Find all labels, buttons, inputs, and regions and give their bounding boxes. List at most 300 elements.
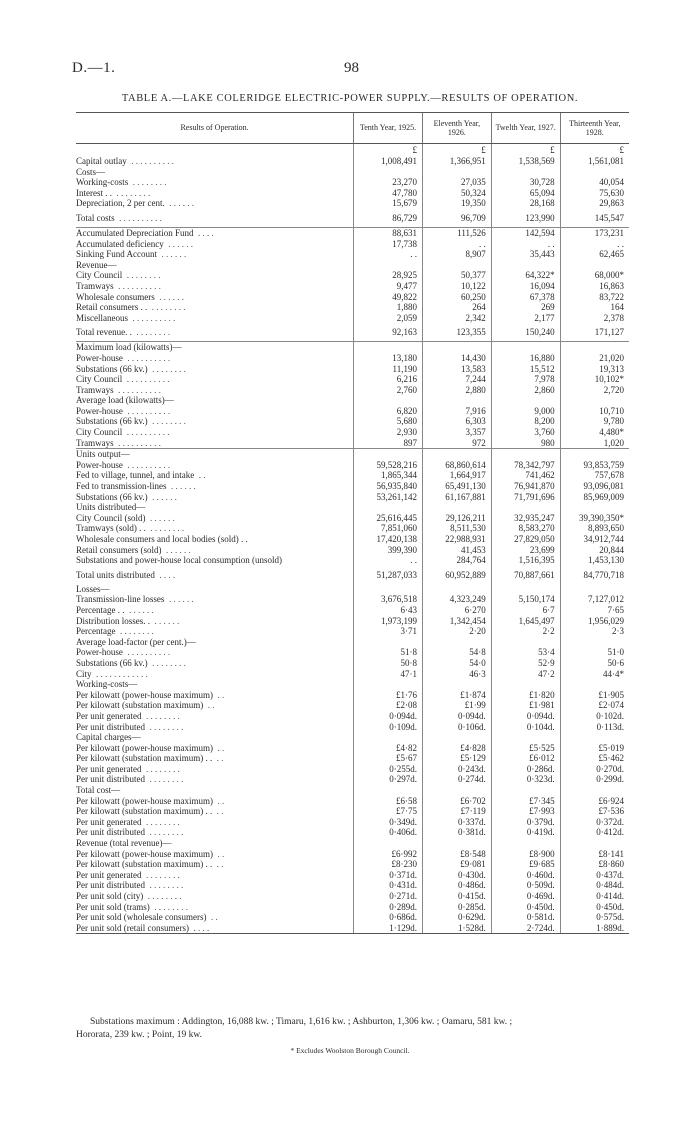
cell-value: 2,177: [491, 313, 560, 324]
leader-dots: . . . . . .: [168, 238, 193, 249]
cell-value: 0·450d.: [491, 902, 560, 913]
table-row: [76, 209, 629, 228]
cell-value: 3,676,518: [354, 594, 423, 605]
cell-value: 0·094d.: [354, 711, 423, 722]
row-label: [76, 545, 354, 556]
table-row: [76, 270, 629, 281]
row-label: [76, 912, 354, 923]
row-label-text: Per kilowatt (substation maximum) . .: [76, 753, 213, 764]
leader-dots: . .: [198, 470, 206, 481]
cell-value: [560, 637, 629, 648]
table-row: [76, 637, 629, 648]
cell-value: 5,150,174: [491, 594, 560, 605]
cell-value: 1,664,917: [422, 470, 491, 481]
leader-dots: . . . .: [193, 922, 210, 933]
row-label-text: Losses—: [76, 583, 110, 594]
cell-value: 27,035: [422, 177, 491, 188]
cell-value: 62,465: [560, 249, 629, 260]
leader-dots: . . . . . . . .: [145, 710, 180, 721]
cell-value: 2,720: [560, 385, 629, 396]
leader-dots: . . . .: [159, 569, 176, 580]
row-label-text: Total revenue. .: [76, 327, 132, 338]
cell-value: 71,791,696: [491, 492, 560, 503]
cell-value: 46·3: [422, 669, 491, 680]
table-row: [76, 774, 629, 785]
row-label-text: City Council: [76, 427, 123, 438]
cell-value: 1,453,130: [560, 555, 629, 566]
table-row: [76, 584, 629, 595]
cell-value: [354, 679, 423, 690]
row-label-text: Per unit sold (wholesale consumers): [76, 912, 207, 923]
cell-value: 284,764: [422, 555, 491, 566]
cell-value: 68,860,614: [422, 460, 491, 471]
cell-value: [354, 838, 423, 849]
cell-value: [422, 732, 491, 743]
leader-dots: . . . . . . . . . .: [131, 156, 174, 166]
cell-value: [560, 260, 629, 271]
cell-value: £5·525: [491, 743, 560, 754]
cell-value: 78,342,797: [491, 460, 560, 471]
cell-value: 7·65: [560, 605, 629, 616]
cell-value: [422, 584, 491, 595]
cell-value: [491, 785, 560, 796]
row-label-text: Tramways: [76, 280, 114, 291]
table-row: [76, 281, 629, 292]
cell-value: 0·113d.: [560, 722, 629, 733]
cell-value: £1·76: [354, 690, 423, 701]
cell-value: 2,342: [422, 313, 491, 324]
cell-value: £1·874: [422, 690, 491, 701]
cell-value: [491, 838, 560, 849]
row-label-text: Power-house: [76, 352, 123, 363]
cell-value: 88,631: [354, 227, 423, 238]
row-label: [76, 513, 354, 524]
row-label: [76, 209, 354, 228]
cell-value: 6,303: [422, 416, 491, 427]
cell-value: [354, 785, 423, 796]
row-label: [76, 353, 354, 364]
cell-value: 3,357: [422, 427, 491, 438]
cell-value: 8,511,530: [422, 523, 491, 534]
table-row: [76, 534, 629, 545]
cell-value: 173,231: [560, 227, 629, 238]
table-row: [76, 679, 629, 690]
leader-dots: . . . . . . . .: [149, 827, 184, 838]
cell-value: 6,216: [354, 374, 423, 385]
cell-value: 68,000*: [560, 270, 629, 281]
cell-value: £1·99: [422, 700, 491, 711]
row-label-text: Average load (kilowatts)—: [76, 395, 174, 406]
cell-value: 15,679: [354, 198, 423, 209]
leader-dots: . . . . . . . .: [116, 187, 151, 198]
table-header-row: [76, 113, 629, 144]
cell-value: 0·243d.: [422, 764, 491, 775]
cell-value: 93,096,081: [560, 481, 629, 492]
leader-dots: . . . . . . . . . .: [118, 437, 161, 448]
cell-value: 8,200: [491, 416, 560, 427]
row-label: [76, 323, 354, 342]
cell-value: £1·905: [560, 690, 629, 701]
row-label-text: Percentage: [76, 626, 116, 637]
cell-value: 1,561,081: [560, 156, 629, 167]
cell-value: £7·345: [491, 796, 560, 807]
row-label-text: Per kilowatt (substation maximum) . .: [76, 859, 213, 870]
cell-value: 10,710: [560, 406, 629, 417]
table-row: [76, 227, 629, 238]
cell-value: 35,443: [491, 249, 560, 260]
cell-value: 40,054: [560, 177, 629, 188]
cell-value: [491, 679, 560, 690]
table-row: [76, 891, 629, 902]
cell-value: 60,250: [422, 292, 491, 303]
cell-value: 0·106d.: [422, 722, 491, 733]
cell-value: 1,342,454: [422, 616, 491, 627]
cell-value: 17,420,138: [354, 534, 423, 545]
leader-dots: . . . . . . . .: [147, 891, 182, 901]
cell-value: £6·012: [491, 753, 560, 764]
cell-value: £7·75: [354, 806, 423, 817]
substations-note-line: Substations maximum : Addington, 16,088 kw. ; Timaru, 1,616 kw. ; Ashburton, 1,306 kw. ; Oamaru, 581 kw. ;: [90, 1017, 513, 1027]
cell-value: 30,728: [491, 177, 560, 188]
cell-value: 757,678: [560, 470, 629, 481]
leader-dots: . . . . . . . .: [154, 901, 188, 912]
table-row: [76, 827, 629, 838]
cell-value: 1,973,199: [354, 616, 423, 627]
table-row: [76, 406, 629, 417]
row-label: [76, 817, 354, 828]
cell-value: 0·430d.: [422, 870, 491, 881]
row-label: [76, 427, 354, 438]
cell-value: 51·0: [560, 647, 629, 658]
cell-value: 0·415d.: [422, 891, 491, 902]
row-label: [76, 438, 354, 449]
cell-value: £1·820: [491, 690, 560, 701]
table-row: [76, 416, 629, 427]
cell-value: 4,323,249: [422, 594, 491, 605]
table-row: [76, 239, 629, 250]
cell-value: 92,163: [354, 323, 423, 342]
cell-value: 2,880: [422, 385, 491, 396]
row-label: [76, 460, 354, 471]
footnote: * Excludes Woolston Borough Council.: [290, 1046, 410, 1055]
cell-value: 14,430: [422, 353, 491, 364]
row-label-text: Capital charges—: [76, 732, 141, 743]
cell-value: [491, 167, 560, 178]
cell-value: 0·686d.: [354, 912, 423, 923]
cell-value: 75,630: [560, 188, 629, 199]
leader-dots: . .: [216, 753, 224, 764]
cell-value: £: [491, 144, 560, 157]
cell-value: 1·889d.: [560, 923, 629, 934]
row-label: [76, 722, 354, 733]
table-row: [76, 156, 629, 167]
leader-dots: . . . . . . . . . .: [118, 384, 161, 395]
row-label: [76, 849, 354, 860]
cell-value: [491, 732, 560, 743]
cell-value: 0·255d.: [354, 764, 423, 775]
cell-value: [422, 637, 491, 648]
table-row: [76, 364, 629, 375]
row-label-text: Tramways: [76, 384, 114, 395]
table-row: [76, 481, 629, 492]
cell-value: 3,760: [491, 427, 560, 438]
cell-value: £8·860: [560, 859, 629, 870]
leader-dots: . . . . . . . .: [152, 657, 186, 668]
cell-value: 93,853,759: [560, 460, 629, 471]
leader-dots: . . . . . . . . . .: [127, 647, 171, 658]
table-row: [76, 302, 629, 313]
row-label: [76, 785, 354, 796]
cell-value: 0·419d.: [491, 827, 560, 838]
row-label: [76, 870, 354, 881]
cell-value: 264: [422, 302, 491, 313]
leader-dots: . . . . . . . .: [151, 302, 186, 313]
row-label-text: Average load-factor (per cent.)—: [76, 636, 196, 647]
row-label-text: City Council: [76, 270, 123, 281]
row-label: [76, 249, 354, 260]
cell-value: 16,863: [560, 281, 629, 292]
row-label-text: Per unit sold (trams): [76, 901, 150, 912]
cell-value: [491, 395, 560, 406]
cell-value: 2·20: [422, 626, 491, 637]
row-label: [76, 690, 354, 701]
row-label: [76, 188, 354, 199]
cell-value: 0·509d.: [491, 880, 560, 891]
table-row: [76, 923, 629, 934]
cell-value: [560, 167, 629, 178]
row-label-text: Substations (66 kv.): [76, 657, 148, 668]
cell-value: 0·094d.: [491, 711, 560, 722]
row-label: [76, 177, 354, 188]
cell-value: 61,167,881: [422, 492, 491, 503]
cell-value: 0·575d.: [560, 912, 629, 923]
row-label-text: Per unit sold (city): [76, 891, 144, 901]
cell-value: 0·431d.: [354, 880, 423, 891]
leader-dots: . . . . . . . .: [126, 270, 161, 281]
cell-value: 9,000: [491, 406, 560, 417]
cell-value: £5·67: [354, 753, 423, 764]
table-row: [76, 912, 629, 923]
cell-value: . .: [354, 249, 423, 260]
cell-value: 10,102*: [560, 374, 629, 385]
table-row: [76, 342, 629, 353]
cell-value: 7,916: [422, 406, 491, 417]
cell-value: £7·993: [491, 806, 560, 817]
table-row: [76, 806, 629, 817]
row-label-text: Revenue—: [76, 259, 117, 270]
table-row: [76, 323, 629, 342]
cell-value: 0·437d.: [560, 870, 629, 881]
leader-dots: . . . . . . . .: [149, 774, 184, 785]
row-label-text: Per unit distributed: [76, 774, 145, 785]
row-label-text: Total units distributed: [76, 569, 155, 580]
cell-value: 0·414d.: [560, 891, 629, 902]
row-label-text: City Council: [76, 374, 123, 385]
cell-value: [354, 167, 423, 178]
row-label: [76, 534, 354, 545]
cell-value: 0·104d.: [491, 722, 560, 733]
row-label: [76, 239, 354, 250]
row-label: [76, 313, 354, 324]
cell-value: £5·129: [422, 753, 491, 764]
table-row: [76, 555, 629, 566]
cell-value: 2,760: [354, 385, 423, 396]
cell-value: 1,020: [560, 438, 629, 449]
cell-value: [491, 584, 560, 595]
cell-value: £6·992: [354, 849, 423, 860]
row-label-text: Per kilowatt (power-house maximum): [76, 848, 214, 859]
row-label: [76, 594, 354, 605]
row-label: [76, 449, 354, 460]
leader-dots: . . . . . . . . . .: [132, 312, 176, 323]
row-label-text: Tramways (sold) . .: [76, 523, 146, 534]
table-row: [76, 353, 629, 364]
row-label: [76, 227, 354, 238]
cell-value: 51,287,033: [354, 566, 423, 584]
cell-value: [354, 502, 423, 513]
row-label-text: Retail consumers . .: [76, 302, 148, 313]
leader-dots: . .: [217, 689, 225, 700]
leader-dots: . . . . . . . .: [149, 721, 184, 732]
cell-value: 53,261,142: [354, 492, 423, 503]
row-label-text: Power-house: [76, 459, 123, 470]
cell-value: 6·43: [354, 605, 423, 616]
cell-value: 7,851,060: [354, 523, 423, 534]
leader-dots: . . . . . . . .: [119, 626, 154, 637]
cell-value: 50·6: [560, 658, 629, 669]
cell-value: 111,526: [422, 227, 491, 238]
cell-value: 145,547: [560, 209, 629, 228]
cell-value: [422, 502, 491, 513]
cell-value: 150,240: [491, 323, 560, 342]
cell-value: £5·462: [560, 753, 629, 764]
row-label: [76, 732, 354, 743]
cell-value: 7,978: [491, 374, 560, 385]
table-row: [76, 545, 629, 556]
column-header: Tenth Year, 1925.: [354, 113, 423, 144]
row-label: [76, 470, 354, 481]
row-label: [76, 270, 354, 281]
table-row: [76, 188, 629, 199]
row-label-text: Per kilowatt (substation maximum): [76, 700, 204, 711]
cell-value: 741,462: [491, 470, 560, 481]
row-label-text: Retail consumers (sold): [76, 544, 162, 555]
row-label: [76, 700, 354, 711]
cell-value: 76,941,870: [491, 481, 560, 492]
leader-dots: . .: [207, 700, 215, 711]
leader-dots: . .: [217, 848, 225, 859]
row-label-text: Wholesale consumers and local bodies (sold) . .: [76, 534, 248, 544]
cell-value: . .: [422, 239, 491, 250]
row-label: [76, 385, 354, 396]
cell-value: 39,390,350*: [560, 513, 629, 524]
cell-value: 7,244: [422, 374, 491, 385]
cell-value: £8·141: [560, 849, 629, 860]
table-row: [76, 849, 629, 860]
table-row: [76, 523, 629, 534]
cell-value: 65,094: [491, 188, 560, 199]
cell-value: 1,366,951: [422, 156, 491, 167]
cell-value: [560, 395, 629, 406]
row-label: [76, 260, 354, 271]
cell-value: . .: [354, 555, 423, 566]
cell-value: £7·119: [422, 806, 491, 817]
cell-value: [560, 342, 629, 353]
cell-value: £: [560, 144, 629, 157]
table-row: [76, 764, 629, 775]
row-label: [76, 616, 354, 627]
cell-value: 50,377: [422, 270, 491, 281]
row-label: [76, 827, 354, 838]
leader-dots: . . . . . .: [128, 604, 154, 615]
cell-value: [354, 637, 423, 648]
row-label: [76, 605, 354, 616]
cell-value: 0·371d.: [354, 870, 423, 881]
table-row: [76, 460, 629, 471]
table-row: [76, 796, 629, 807]
cell-value: 0·372d.: [560, 817, 629, 828]
cell-value: [354, 732, 423, 743]
cell-value: 50·8: [354, 658, 423, 669]
cell-value: 10,122: [422, 281, 491, 292]
cell-value: 1·129d.: [354, 923, 423, 934]
table-row: [76, 817, 629, 828]
cell-value: 84,770,718: [560, 566, 629, 584]
cell-value: 64,322*: [491, 270, 560, 281]
row-label-text: Substations and power-house local consumption (unsold): [76, 555, 283, 566]
cell-value: 0·109d.: [354, 722, 423, 733]
leader-dots: . . . . . . . . . . . .: [96, 668, 148, 679]
cell-value: 8,893,650: [560, 523, 629, 534]
table-row: [76, 260, 629, 271]
cell-value: 8,907: [422, 249, 491, 260]
leader-dots: . . . . . .: [165, 544, 191, 555]
cell-value: 0·323d.: [491, 774, 560, 785]
cell-value: 20,844: [560, 545, 629, 556]
row-label-text: Sinking Fund Account: [76, 249, 158, 260]
cell-value: 0·285d.: [422, 902, 491, 913]
row-label: [76, 416, 354, 427]
row-label-text: Per kilowatt (power-house maximum): [76, 795, 214, 806]
table-row: [76, 616, 629, 627]
cell-value: 972: [422, 438, 491, 449]
row-label-text: Accumulated Depreciation Fund: [76, 227, 194, 238]
cell-value: [560, 838, 629, 849]
row-label-text: Per unit generated: [76, 763, 142, 774]
row-label-text: City: [76, 668, 92, 679]
row-label-text: Substations (66 kv.): [76, 363, 148, 374]
row-label-text: Per unit generated: [76, 869, 142, 880]
leader-dots: . . . . . .: [169, 198, 194, 209]
table-row: [76, 859, 629, 870]
leader-dots: . . . . . . . . . .: [119, 212, 162, 223]
cell-value: 164: [560, 302, 629, 313]
cell-value: 171,127: [560, 323, 629, 342]
cell-value: £6·924: [560, 796, 629, 807]
cell-value: 0·406d.: [354, 827, 423, 838]
table-row: [76, 492, 629, 503]
table-row: [76, 785, 629, 796]
row-label: [76, 374, 354, 385]
leader-dots: . . . . . . . . . .: [127, 405, 171, 416]
leader-dots: . . . . . . . . . .: [127, 352, 171, 363]
leader-dots: . . . . . . . . . .: [126, 427, 170, 438]
row-label-text: Per unit generated: [76, 710, 142, 721]
row-label-text: Miscellaneous: [76, 312, 128, 323]
cell-value: 0·379d.: [491, 817, 560, 828]
cell-value: 51·8: [354, 647, 423, 658]
cell-value: 1,865,344: [354, 470, 423, 481]
